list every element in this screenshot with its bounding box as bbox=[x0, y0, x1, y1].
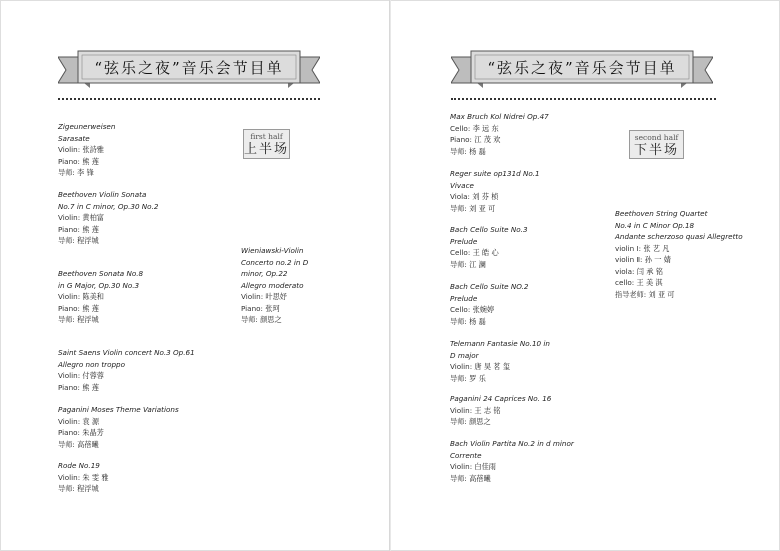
performer-name: 孙 一 婧 bbox=[644, 255, 671, 264]
performer-line bbox=[241, 314, 308, 326]
performer-name: 刘 亚 可 bbox=[648, 289, 675, 299]
performer-name: 付蓉蓉 bbox=[82, 371, 104, 380]
performer-line bbox=[450, 304, 528, 316]
piece-title-line: Zigeunerweisen bbox=[58, 122, 116, 131]
performer-line bbox=[58, 167, 115, 179]
piece-title-line: Corrente bbox=[450, 450, 482, 460]
performer-line bbox=[58, 483, 109, 495]
performer-name: 黄柏富 bbox=[82, 213, 104, 222]
piece-title-line: Rode No.19 bbox=[58, 461, 100, 470]
performer-name: 颜思之 bbox=[469, 417, 491, 426]
performer-line bbox=[450, 259, 528, 271]
performer-line bbox=[58, 472, 109, 484]
performer-name: 白佳雨 bbox=[474, 462, 496, 471]
piece-title-line: Paganini Moses Theme Variations bbox=[58, 405, 179, 414]
program-item bbox=[450, 393, 551, 428]
piece-title-line: Bach Cello Suite No.3 bbox=[450, 225, 528, 234]
performer-name: 熊 莲 bbox=[82, 303, 99, 313]
performer-role: 导师: bbox=[241, 315, 258, 324]
piece-title-line: Vivace bbox=[450, 180, 474, 190]
performer-role: 导师: bbox=[450, 373, 467, 383]
performer-name: 熊 莲 bbox=[82, 156, 99, 166]
piece-title-line: Prelude bbox=[450, 293, 478, 303]
performer-name: 程浮城 bbox=[77, 236, 99, 245]
performer-role: Violin: bbox=[450, 362, 473, 371]
performer-role: Viola: bbox=[450, 192, 470, 201]
piece-title-line: Bach Violin Partita No.2 in d minor bbox=[450, 439, 574, 448]
performer-role: Piano: bbox=[241, 303, 263, 313]
piece-title-line: Sarasate bbox=[58, 133, 90, 143]
performer-name: 江 澜 bbox=[469, 259, 486, 269]
performer-name: 唐 昊 茗 玺 bbox=[474, 362, 511, 371]
performer-line bbox=[450, 361, 550, 373]
second-half-label bbox=[629, 130, 684, 159]
performer-role: viola: bbox=[615, 266, 635, 276]
program-item bbox=[450, 438, 574, 484]
performer-role: Violin: bbox=[450, 405, 473, 415]
performer-role: Cello: bbox=[450, 123, 471, 133]
performer-line bbox=[58, 416, 179, 428]
program-title: “弦乐之夜”音乐会节目单 bbox=[94, 59, 284, 77]
performer-line bbox=[450, 247, 528, 259]
performer-line bbox=[450, 405, 551, 417]
performer-name: 杨 磊 bbox=[469, 146, 486, 156]
performer-line bbox=[615, 289, 743, 301]
performer-name: 王 皓 心 bbox=[472, 248, 499, 257]
performer-line bbox=[241, 303, 308, 315]
performer-line bbox=[450, 146, 549, 158]
performer-role: 导师: bbox=[450, 473, 467, 483]
piece-title-line: Telemann Fantasie No.10 in bbox=[450, 339, 550, 348]
piece-title-line: Paganini 24 Caprices No. 16 bbox=[450, 394, 552, 403]
program-item bbox=[450, 338, 550, 384]
performer-line bbox=[58, 156, 115, 168]
piece-title-line: Allegro non troppo bbox=[58, 359, 126, 369]
performer-name: 江 茂 欢 bbox=[474, 135, 501, 144]
performer-name: 闫 承 铭 bbox=[636, 266, 663, 276]
left-title-banner bbox=[58, 48, 320, 90]
performer-name: 程浮城 bbox=[77, 315, 99, 324]
performer-line bbox=[615, 266, 743, 278]
performer-line bbox=[615, 254, 743, 266]
performer-line bbox=[450, 473, 574, 485]
piece-title-line: Allegro moderato bbox=[241, 280, 304, 290]
performer-line bbox=[241, 291, 308, 303]
piece-title-line: Beethoven String Quartet bbox=[615, 209, 708, 218]
piece-title-line: Prelude bbox=[450, 236, 478, 246]
performer-name: 刘 芬 桢 bbox=[472, 192, 499, 201]
program-item bbox=[58, 404, 179, 450]
performer-role: Piano: bbox=[58, 428, 80, 437]
performer-name: 李 远 东 bbox=[472, 123, 499, 133]
program-item bbox=[615, 208, 743, 300]
performer-name: 杨 磊 bbox=[469, 316, 486, 326]
performer-line bbox=[450, 191, 540, 203]
program-item bbox=[450, 281, 528, 327]
performer-role: 导师: bbox=[450, 146, 467, 156]
performer-role: Piano: bbox=[450, 135, 472, 144]
performer-role: 指导老师: bbox=[615, 289, 647, 299]
half-label-en: second half bbox=[634, 133, 679, 142]
performer-role: 导师: bbox=[58, 484, 75, 493]
performer-role: Violin: bbox=[241, 292, 264, 301]
performer-name: 高蓓曦 bbox=[77, 439, 99, 449]
program-item bbox=[450, 168, 540, 214]
performer-name: 张詩雅 bbox=[82, 145, 104, 154]
left-page bbox=[0, 0, 389, 551]
piece-title-line: Beethoven Violin Sonata bbox=[58, 190, 147, 199]
performer-name: 张珂 bbox=[265, 303, 280, 313]
program-item bbox=[58, 121, 115, 179]
performer-name: 李 锋 bbox=[77, 168, 94, 177]
piece-title-line: Bach Cello Suite NO.2 bbox=[450, 282, 529, 291]
dotted-divider bbox=[451, 98, 716, 100]
piece-title-line: Reger suite op131d No.1 bbox=[450, 169, 540, 178]
performer-role: Cello: bbox=[450, 248, 471, 257]
performer-role: Violin: bbox=[58, 213, 81, 222]
performer-line bbox=[450, 134, 549, 146]
piece-title-line: Andante scherzoso quasi Allegretto bbox=[615, 232, 743, 241]
performer-role: 导师: bbox=[58, 315, 75, 324]
performer-name: 叶思妤 bbox=[265, 292, 287, 301]
performer-role: cello: bbox=[615, 278, 635, 287]
program-item bbox=[450, 111, 549, 157]
performer-line bbox=[58, 370, 195, 382]
performer-role: 导师: bbox=[450, 259, 467, 269]
first-half-label bbox=[243, 129, 290, 159]
performer-role: Piano: bbox=[58, 156, 80, 166]
piece-title-line: D major bbox=[450, 350, 479, 360]
performer-name: 熊 莲 bbox=[82, 382, 99, 392]
performer-line bbox=[58, 382, 195, 394]
performer-role: 导师: bbox=[450, 417, 467, 426]
performer-role: Violin: bbox=[58, 472, 81, 482]
performer-role: Violin: bbox=[58, 371, 81, 380]
performer-line bbox=[450, 123, 549, 135]
performer-name: 刘 亚 可 bbox=[469, 203, 496, 213]
performer-line bbox=[58, 427, 179, 439]
performer-role: Violin: bbox=[450, 462, 473, 471]
performer-line bbox=[450, 461, 574, 473]
performer-role: Piano: bbox=[58, 382, 80, 392]
performer-name: 颜思之 bbox=[260, 315, 282, 324]
performer-role: Violin: bbox=[58, 145, 81, 154]
performer-line bbox=[58, 235, 158, 247]
program-item bbox=[450, 224, 528, 270]
performer-line bbox=[58, 303, 143, 315]
performer-line bbox=[58, 212, 158, 224]
performer-role: 导师: bbox=[58, 236, 75, 245]
program-item bbox=[241, 245, 308, 326]
program-item bbox=[58, 460, 109, 495]
piece-title-line: in G Major, Op.30 No.3 bbox=[58, 280, 140, 290]
performer-line bbox=[615, 243, 743, 255]
piece-title-line: Saint Saens Violin concert No.3 Op.61 bbox=[58, 348, 195, 357]
performer-line bbox=[450, 416, 551, 428]
piece-title-line: Beethoven Sonata No.8 bbox=[58, 269, 144, 278]
performer-name: 袁 源 bbox=[82, 416, 100, 426]
piece-title-line: Wieniawski-Violin bbox=[241, 246, 304, 255]
performer-role: 导师: bbox=[58, 439, 75, 449]
piece-title-line: Max Bruch Kol Nidrei Op.47 bbox=[450, 112, 549, 121]
half-label-zh: 下半场 bbox=[633, 143, 679, 158]
performer-line bbox=[450, 316, 528, 328]
piece-title-line: No.7 in C minor, Op.30 No.2 bbox=[58, 201, 159, 211]
performer-name: 朱晶芳 bbox=[82, 428, 104, 437]
performer-line bbox=[58, 314, 143, 326]
performer-line bbox=[58, 439, 179, 451]
performer-role: 导师: bbox=[450, 316, 467, 326]
performer-role: violin Ⅰ: bbox=[615, 243, 642, 253]
performer-role: Violin: bbox=[58, 416, 81, 426]
performer-name: 陈美和 bbox=[82, 292, 104, 301]
performer-name: 张 艺 凡 bbox=[643, 243, 670, 253]
performer-name: 高蓓曦 bbox=[469, 473, 491, 483]
program-title: “弦乐之夜”音乐会节目单 bbox=[487, 59, 677, 77]
program-item bbox=[58, 268, 143, 326]
performer-line bbox=[450, 373, 550, 385]
performer-name: 张婉婷 bbox=[472, 305, 495, 314]
program-item bbox=[58, 347, 195, 393]
half-label-en: first half bbox=[250, 132, 283, 141]
right-page bbox=[391, 0, 780, 551]
performer-role: Piano: bbox=[58, 224, 80, 234]
performer-role: Cello: bbox=[450, 305, 471, 314]
performer-role: violin Ⅱ: bbox=[615, 255, 643, 264]
performer-line bbox=[58, 224, 158, 236]
half-label-zh: 上半场 bbox=[244, 142, 290, 157]
performer-line bbox=[58, 144, 115, 156]
piece-title-line: Concerto no.2 in D bbox=[241, 257, 309, 267]
performer-name: 罗 乐 bbox=[469, 373, 486, 383]
performer-line bbox=[615, 277, 743, 289]
program-item bbox=[58, 189, 158, 247]
performer-line bbox=[58, 291, 143, 303]
performer-role: Violin: bbox=[58, 292, 81, 301]
right-title-banner bbox=[451, 48, 713, 90]
dotted-divider bbox=[58, 98, 320, 100]
piece-title-line: No.4 in C Minor Op.18 bbox=[615, 220, 695, 230]
performer-name: 程浮城 bbox=[77, 484, 99, 493]
performer-name: 王 美 淇 bbox=[636, 278, 663, 287]
performer-name: 朱 雯 雅 bbox=[82, 472, 109, 482]
piece-title-line: minor, Op.22 bbox=[241, 269, 288, 278]
performer-name: 王 志 铭 bbox=[474, 405, 501, 415]
performer-name: 熊 莲 bbox=[82, 224, 99, 234]
performer-role: Piano: bbox=[58, 303, 80, 313]
performer-role: 导师: bbox=[58, 168, 75, 177]
performer-role: 导师: bbox=[450, 203, 467, 213]
performer-line bbox=[450, 203, 540, 215]
